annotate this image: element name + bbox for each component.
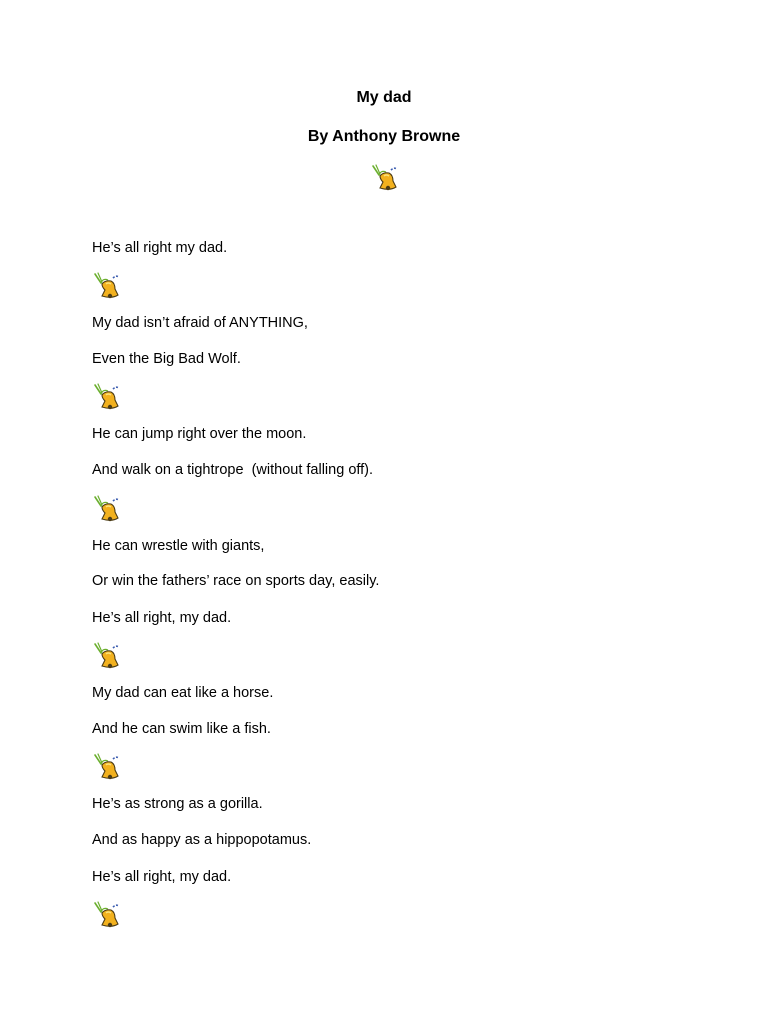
poem-line: He’s all right my dad. bbox=[92, 240, 228, 256]
poem-line: And he can swim like a fish. bbox=[92, 721, 271, 737]
poem-line: Even the Big Bad Wolf. bbox=[92, 351, 241, 367]
poem-line: He can jump right over the moon. bbox=[92, 426, 307, 442]
poem-line: He can wrestle with giants, bbox=[92, 538, 265, 554]
poem-line: And walk on a tightrope (without falling off). bbox=[92, 462, 374, 478]
bell-icon bbox=[92, 642, 122, 670]
bell-icon bbox=[92, 272, 122, 300]
poem-line: And as happy as a hippopotamus. bbox=[92, 832, 312, 848]
poem-line: He’s all right, my dad. bbox=[92, 869, 232, 885]
poem-title: My dad bbox=[356, 89, 412, 106]
poem-line: Or win the fathers’ race on sports day, easily. bbox=[92, 573, 380, 589]
poem-line: My dad isn’t afraid of ANYTHING, bbox=[92, 315, 308, 331]
bell-icon bbox=[92, 753, 122, 781]
poem-line: He’s all right, my dad. bbox=[92, 610, 232, 626]
poem-line: He’s as strong as a gorilla. bbox=[92, 796, 263, 812]
bell-icon bbox=[92, 901, 122, 929]
poem-line: My dad can eat like a horse. bbox=[92, 685, 274, 701]
poem-author: By Anthony Browne bbox=[307, 128, 461, 145]
bell-icon bbox=[92, 495, 122, 523]
bell-icon bbox=[92, 383, 122, 411]
bell-icon bbox=[370, 164, 400, 192]
